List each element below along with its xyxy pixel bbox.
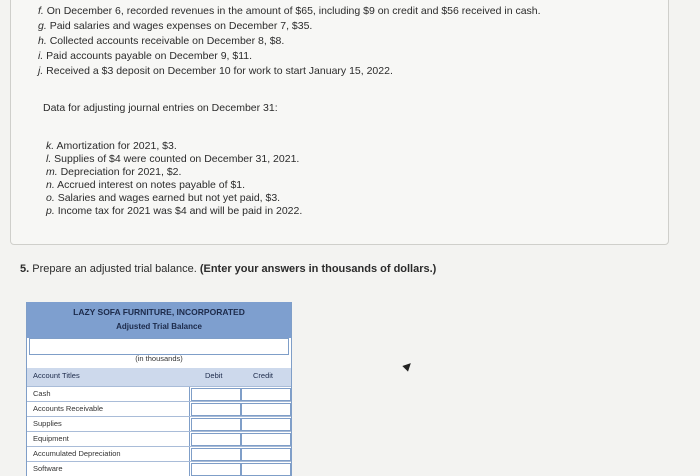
credit-input[interactable] (241, 418, 291, 431)
debit-input[interactable] (191, 418, 241, 431)
debit-input[interactable] (191, 448, 241, 461)
debit-input[interactable] (191, 388, 241, 401)
table-row (27, 401, 291, 417)
units-label: (in thousands) (135, 354, 183, 363)
adjustment-n: n. Accrued interest on notes payable of $1. (46, 179, 246, 191)
table-row (27, 386, 291, 402)
adjustment-p: p. Income tax for 2021 was $4 and will be paid in 2022. (46, 205, 303, 217)
question-prompt (20, 263, 436, 275)
adjusted-trial-balance-table (26, 302, 292, 476)
statement-title: Adjusted Trial Balance (116, 322, 202, 331)
account-title: Supplies (33, 419, 62, 428)
credit-input[interactable] (241, 463, 291, 476)
mouse-cursor-icon (402, 360, 413, 371)
transaction-j: j. Received a $3 deposit on December 10 for work to start January 15, 2022. (38, 65, 393, 77)
account-title: Accounts Receivable (33, 404, 104, 413)
transaction-h: h. Collected accounts receivable on December 8, $8. (38, 35, 285, 47)
transaction-f: f. On December 6, recorded revenues in the amount of $65, including $9 on credit and $56 received in cash. (38, 5, 541, 17)
column-credit: Credit (253, 371, 274, 380)
table-row (27, 446, 291, 462)
table-row (27, 431, 291, 447)
table-row (27, 416, 291, 432)
column-debit: Debit (205, 371, 223, 380)
column-account-titles: Account Titles (33, 371, 80, 380)
account-title: Equipment (33, 434, 69, 443)
adjustment-o: o. Salaries and wages earned but not yet paid, $3. (46, 192, 281, 204)
debit-input[interactable] (191, 403, 241, 416)
account-title: Accumulated Depreciation (33, 449, 121, 458)
credit-input[interactable] (241, 448, 291, 461)
adjusting-heading: Data for adjusting journal entries on December 31: (43, 102, 278, 114)
adjustment-m: m. Depreciation for 2021, $2. (46, 166, 182, 178)
table-header (27, 302, 291, 338)
question-number: 5. (20, 263, 30, 275)
company-name: LAZY SOFA FURNITURE, INCORPORATED (73, 307, 245, 317)
credit-input[interactable] (241, 388, 291, 401)
debit-input[interactable] (191, 433, 241, 446)
date-input[interactable] (29, 338, 289, 355)
question-text: Prepare an adjusted trial balance. (32, 263, 197, 275)
account-cell[interactable] (29, 387, 190, 401)
credit-input[interactable] (241, 433, 291, 446)
transaction-g: g. Paid salaries and wages expenses on December 7, $35. (38, 20, 313, 32)
table-row (27, 461, 291, 476)
column-header-row (27, 368, 291, 386)
account-title: Software (33, 464, 63, 473)
transaction-i: i. Paid accounts payable on December 9, $11. (38, 50, 253, 62)
adjustment-l: l. Supplies of $4 were counted on December 31, 2021. (46, 153, 300, 165)
question-instruction: (Enter your answers in thousands of dollars.) (199, 263, 437, 275)
account-title: Cash (33, 389, 51, 398)
debit-input[interactable] (191, 463, 241, 476)
adjustment-k: k. Amortization for 2021, $3. (46, 140, 177, 152)
credit-input[interactable] (241, 403, 291, 416)
